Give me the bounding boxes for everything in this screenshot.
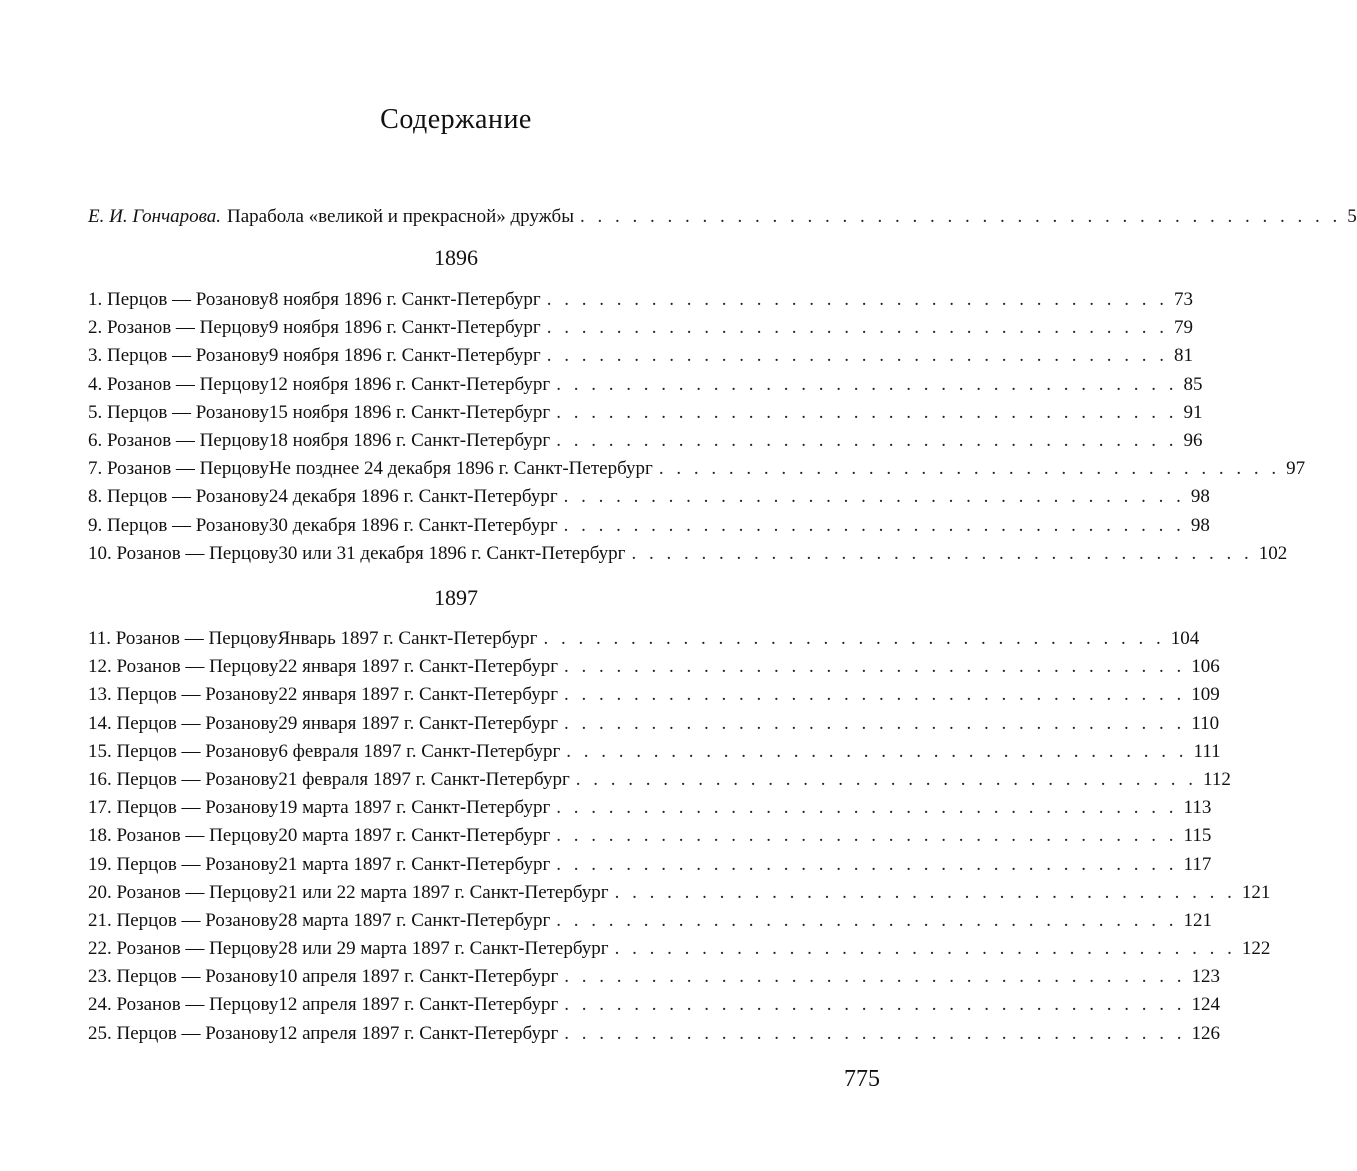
entry-page-number: 106 [1191,656,1220,678]
entry-date-place: 12 ноября 1896 г. Санкт-Петербург [268,373,551,395]
leader-dots: . . . . . . . . . . . . . . . . . . . . . . . . . . . . . . . . . . . . [564,1022,1186,1044]
leader-dots: . . . . . . . . . . . . . . . . . . . . . . . . . . . . . . . . . . . . [546,289,1168,310]
entry-date-place: 21 марта 1897 г. Санкт-Петербург [278,853,551,875]
entry-date-place: 24 декабря 1896 г. Санкт-Петербург [268,486,558,508]
entry-date-place: 9 ноября 1896 г. Санкт-Петербург [268,345,541,367]
intro-author: Е. И. Гончарова. [88,206,222,227]
entry-correspondents: 7. Розанов — Перцову [88,458,269,480]
entry-correspondents: 2. Розанов — Перцову [88,317,269,339]
section-heading-1896: 1896 [434,245,478,270]
entry-correspondents: 16. Перцов — Розанову [88,768,279,790]
entry-page-number: 122 [1241,938,1271,960]
entry-correspondents: 20. Розанов — Перцову [88,881,279,903]
entry-page-number: 98 [1190,486,1210,508]
entry-correspondents: 3. Перцов — Розанову [88,345,269,367]
leader-dots: . . . . . . . . . . . . . . . . . . . . . . . . . . . . . . . . . . . . [556,373,1178,395]
toc-entry[interactable] [88,907,1213,935]
entry-page-number: 91 [1183,401,1203,423]
entry-correspondents: 21. Перцов — Розанову [88,909,279,931]
leader-dots: . . . . . . . . . . . . . . . . . . . . . . . . . . . . . . . . . . . . [563,514,1185,536]
toc-entry[interactable] [88,625,1200,653]
toc-entry[interactable] [88,286,1193,314]
leader-dots: . . . . . . . . . . . . . . . . . . . . . . . . . . . . . . . . . . . . [556,853,1178,875]
page-number: 775 [844,1066,880,1092]
toc-entry[interactable] [88,1020,1220,1048]
entry-page-number: 123 [1191,966,1220,988]
leader-dots: . . . . . . . . . . . . . . . . . . . . . . . . . . . . . . . . . . . . [546,317,1168,339]
leader-dots: . . . . . . . . . . . . . . . . . . . . . . . . . . . . . . . . . . . . [556,401,1178,423]
toc-entry[interactable] [88,681,1220,709]
entry-page-number: 85 [1183,373,1203,395]
entry-page-number: 112 [1203,768,1231,790]
leader-dots: . . . . . . . . . . . . . . . . . . . . . . . . . . . . . . . . . . . . [564,712,1186,734]
toc-entry[interactable] [88,483,1210,511]
leader-dots: . . . . . . . . . . . . . . . . . . . . . . . . . . . . . . . . . . . . [556,825,1178,847]
entry-date-place: 28 или 29 марта 1897 г. Санкт-Петербург [278,938,609,960]
entry-correspondents: 9. Перцов — Розанову [88,514,269,536]
entry-correspondents: 12. Розанов — Перцову [88,656,279,678]
entry-page-number: 81 [1173,345,1193,367]
toc-entry[interactable] [88,963,1220,991]
entry-date-place: 18 ноября 1896 г. Санкт-Петербург [268,429,551,451]
entry-page-number: 121 [1183,909,1213,931]
intro-entry[interactable] [88,203,1357,231]
entry-page-number: 96 [1183,429,1203,451]
entry-page-number: 98 [1190,514,1210,536]
toc-entry[interactable] [88,879,1271,907]
leader-dots: . . . . . . . . . . . . . . . . . . . . . . . . . . . . . . . . . . . . [575,768,1198,790]
entry-date-place: 19 марта 1897 г. Санкт-Петербург [278,797,551,819]
entry-date-place: 6 февраля 1897 г. Санкт-Петербург [278,740,561,762]
leader-dots: . . . . . . . . . . . . . . . . . . . . . . . . . . . . . . . . . . . . [556,909,1178,931]
toc-entry[interactable] [88,710,1220,738]
entry-correspondents: 6. Розанов — Перцову [88,429,269,451]
leader-dots: . . . . . . . . . . . . . . . . . . . . . . . . . . . . . . . . . . . . [658,458,1281,480]
toc-entry[interactable] [88,935,1271,963]
entry-date-place: 29 января 1897 г. Санкт-Петербург [278,712,559,734]
entry-date-place: 8 ноября 1896 г. Санкт-Петербург [268,289,541,310]
leader-dots: . . . . . . . . . . . . . . . . . . . . . . . . . . . . . . . . . . . . [614,938,1236,960]
entry-page-number: 102 [1258,542,1288,564]
entry-page-number: 104 [1170,628,1200,649]
entry-date-place: 21 февраля 1897 г. Санкт-Петербург [278,768,570,790]
entry-correspondents: 17. Перцов — Розанову [88,797,279,819]
leader-dots: . . . . . . . . . . . . . . . . . . . . . . . . . . . . . . . . . . . . [564,966,1186,988]
entry-correspondents: 5. Перцов — Розанову [88,401,269,423]
toc-entry[interactable] [88,540,1288,568]
entry-date-place: 12 апреля 1897 г. Санкт-Петербург [278,1022,559,1044]
entry-page-number: 117 [1183,853,1212,875]
entry-list-1897 [88,625,1271,1048]
entry-correspondents: 10. Розанов — Перцову [88,542,279,564]
entry-correspondents: 19. Перцов — Розанову [88,853,279,875]
entry-page-number: 113 [1183,797,1212,819]
entry-page-number: 73 [1173,289,1193,310]
entry-page-number: 126 [1191,1022,1220,1044]
entry-correspondents: 25. Перцов — Розанову [88,1022,279,1044]
entry-date-place: 21 или 22 марта 1897 г. Санкт-Петербург [278,881,609,903]
entry-correspondents: 18. Розанов — Перцову [88,825,279,847]
entry-page-number: 115 [1183,825,1212,847]
entry-correspondents: 11. Розанов — Перцову [88,628,278,649]
toc-entry[interactable] [88,342,1193,370]
toc-entry[interactable] [88,766,1231,794]
entry-correspondents: 23. Перцов — Розанову [88,966,279,988]
toc-entry[interactable] [88,371,1203,399]
leader-dots: . . . . . . . . . . . . . . . . . . . . . . . . . . . . . . . . . . . . [564,684,1186,706]
entry-date-place: Не позднее 24 декабря 1896 г. Санкт-Петербург [268,458,653,480]
page-title: Содержание [380,104,532,135]
entry-date-place: 30 или 31 декабря 1896 г. Санкт-Петербург [278,542,626,564]
entry-correspondents: 4. Розанов — Перцову [88,373,269,395]
entry-date-place: 9 ноября 1896 г. Санкт-Петербург [268,317,541,339]
leader-dots: . . . . . . . . . . . . . . . . . . . . . . . . . . . . . . . . . . . . [556,797,1178,819]
entry-date-place: 15 ноября 1896 г. Санкт-Петербург [268,401,551,423]
leader-dots: . . . . . . . . . . . . . . . . . . . . . . . . . . . . . . . . . . . . [563,486,1185,508]
entry-page-number: 110 [1191,712,1220,734]
section-heading-1897: 1897 [434,585,478,610]
entry-list-1896 [88,286,1306,568]
entry-page-number: 109 [1191,684,1220,706]
entry-date-place: 20 марта 1897 г. Санкт-Петербург [278,825,551,847]
entry-correspondents: 22. Розанов — Перцову [88,938,279,960]
entry-page-number: 121 [1241,881,1271,903]
toc-entry[interactable] [88,399,1203,427]
toc-entry[interactable] [88,455,1306,483]
toc-entry[interactable] [88,794,1212,822]
leader-dots: . . . . . . . . . . . . . . . . . . . . . . . . . . . . . . . . . . . . [546,345,1168,367]
toc-entry[interactable] [88,991,1220,1019]
leader-dots: . . . . . . . . . . . . . . . . . . . . . . . . . . . . . . . . . . . . [564,656,1186,678]
toc-entry[interactable] [88,738,1221,766]
toc-entry[interactable] [88,851,1212,879]
entry-correspondents: 13. Перцов — Розанову [88,684,279,706]
entry-date-place: 30 декабря 1896 г. Санкт-Петербург [268,514,558,536]
entry-date-place: 10 апреля 1897 г. Санкт-Петербург [278,966,559,988]
toc-entry[interactable] [88,653,1220,681]
entry-page-number: 124 [1191,994,1220,1016]
leader-dots: . . . . . . . . . . . . . . . . . . . . . . . . . . . . . . . . . . . . [614,881,1236,903]
toc-entry[interactable] [88,314,1193,342]
toc-entry[interactable] [88,822,1212,850]
entry-correspondents: 15. Перцов — Розанову [88,740,279,762]
entry-date-place: 12 апреля 1897 г. Санкт-Петербург [278,994,559,1016]
entry-page-number: 79 [1173,317,1193,339]
entry-correspondents: 8. Перцов — Розанову [88,486,269,508]
entry-date-place: 28 марта 1897 г. Санкт-Петербург [278,909,551,931]
entry-correspondents: 1. Перцов — Розанову [88,289,269,310]
intro-title: Парабола «великой и прекрасной» дружбы [227,206,574,227]
toc-entry[interactable] [88,427,1203,455]
entry-date-place: 22 января 1897 г. Санкт-Петербург [278,684,559,706]
leader-dots: . . . . . . . . . . . . . . . . . . . . . . . . . . . . . . . . . . . . [556,429,1178,451]
intro-page-number: 5 [1347,206,1357,227]
toc-entry[interactable] [88,512,1210,540]
entry-date-place: Январь 1897 г. Санкт-Петербург [277,628,538,649]
entry-correspondents: 14. Перцов — Розанову [88,712,279,734]
entry-correspondents: 24. Розанов — Перцову [88,994,279,1016]
leader-dots: . . . . . . . . . . . . . . . . . . . . . . . . . . . . . . . . . . . . . . . . . . . . [580,206,1342,227]
leader-dots: . . . . . . . . . . . . . . . . . . . . . . . . . . . . . . . . . . . . [564,994,1186,1016]
entry-page-number: 97 [1286,458,1306,480]
leader-dots: . . . . . . . . . . . . . . . . . . . . . . . . . . . . . . . . . . . . [543,628,1165,649]
entry-page-number: 111 [1193,740,1221,762]
entry-date-place: 22 января 1897 г. Санкт-Петербург [278,656,559,678]
leader-dots: . . . . . . . . . . . . . . . . . . . . . . . . . . . . . . . . . . . . [631,542,1253,564]
leader-dots: . . . . . . . . . . . . . . . . . . . . . . . . . . . . . . . . . . . . [566,740,1188,762]
